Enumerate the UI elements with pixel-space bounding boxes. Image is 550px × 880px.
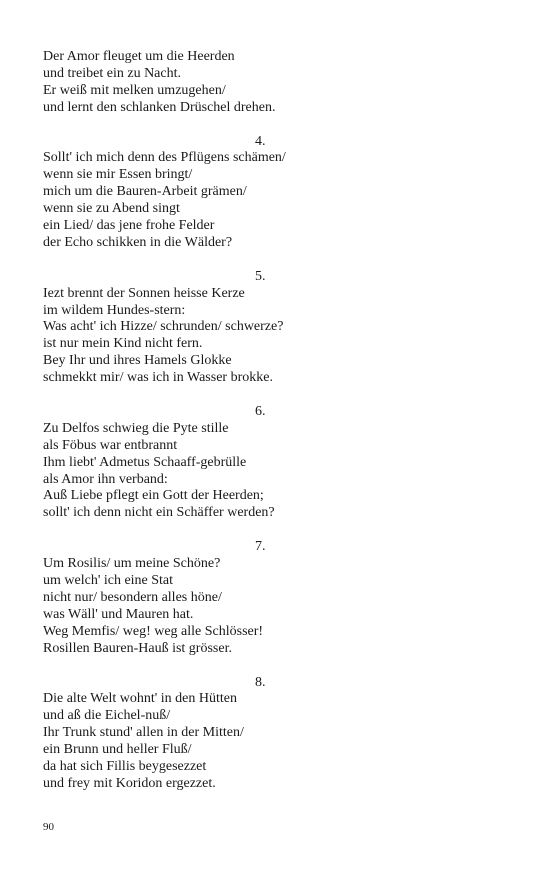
stanza-number: 6. bbox=[255, 404, 266, 420]
stanza-line: Auß Liebe pflegt ein Gott der Heerden; bbox=[43, 488, 264, 504]
page-number: 90 bbox=[43, 821, 54, 833]
stanza-line: der Echo schikken in die Wälder? bbox=[43, 234, 233, 250]
stanza-number: 8. bbox=[255, 674, 266, 690]
stanza-4 bbox=[43, 134, 513, 252]
stanza-line: als Amor ihn verband: bbox=[43, 471, 168, 487]
stanza-line: und treibet ein zu Nacht. bbox=[43, 65, 182, 81]
stanza-line: nicht nur/ besondern alles höne/ bbox=[43, 589, 222, 605]
stanza-line: ist nur mein Kind nicht fern. bbox=[43, 336, 203, 352]
stanza-8 bbox=[43, 675, 513, 793]
stanza-3-continuation bbox=[43, 49, 513, 117]
stanza-line: Zu Delfos schwieg die Pyte stille bbox=[43, 420, 229, 436]
stanza-line: ein Brunn und heller Fluß/ bbox=[43, 742, 192, 758]
stanza-line: Die alte Welt wohnt' in den Hütten bbox=[43, 691, 237, 707]
stanza-line: Iezt brennt der Sonnen heisse Kerze bbox=[43, 285, 245, 301]
stanza-line: da hat sich Fillis beygesezzet bbox=[43, 758, 207, 774]
stanza-line: Um Rosilis/ um meine Schöne? bbox=[43, 556, 221, 572]
stanza-line: als Föbus war entbrannt bbox=[43, 437, 178, 453]
stanza-line: Ihr Trunk stund' allen in der Mitten/ bbox=[43, 725, 244, 741]
stanza-line: wenn sie zu Abend singt bbox=[43, 201, 180, 217]
stanza-line: was Wäll' und Mauren hat. bbox=[43, 606, 194, 622]
stanza-line: Bey Ihr und ihres Hamels Glokke bbox=[43, 353, 232, 369]
stanza-line: im wildem Hundes-stern: bbox=[43, 302, 186, 318]
stanza-number: 5. bbox=[255, 268, 266, 284]
stanza-number: 7. bbox=[255, 539, 266, 555]
stanza-line: und lernt den schlanken Drüschel drehen. bbox=[43, 99, 276, 115]
poem-page bbox=[43, 49, 513, 810]
stanza-6 bbox=[43, 404, 513, 522]
stanza-line: schmekkt mir/ was ich in Wasser brokke. bbox=[43, 370, 273, 386]
stanza-line: Rosillen Bauren-Hauß ist grösser. bbox=[43, 640, 232, 656]
stanza-line: wenn sie mir Essen bringt/ bbox=[43, 167, 193, 183]
stanza-line: und frey mit Koridon ergezzet. bbox=[43, 775, 216, 791]
stanza-line: mich um die Bauren-Arbeit grämen/ bbox=[43, 184, 247, 200]
stanza-line: und aß die Eichel-nuß/ bbox=[43, 708, 171, 724]
stanza-line: Der Amor fleuget um die Heerden bbox=[43, 49, 235, 64]
stanza-line: Er weiß mit melken umzugehen/ bbox=[43, 82, 226, 98]
stanza-number: 4. bbox=[255, 133, 266, 149]
stanza-line: Ihm liebt' Admetus Schaaff-gebrülle bbox=[43, 454, 247, 470]
stanza-line: Sollt' ich mich denn des Pflügens schämen/ bbox=[43, 150, 286, 166]
stanza-line: Weg Memfis/ weg! weg alle Schlösser! bbox=[43, 623, 264, 639]
stanza-line: um welch' ich eine Stat bbox=[43, 573, 174, 589]
stanza-5 bbox=[43, 269, 513, 387]
stanza-line: ein Lied/ das jene frohe Felder bbox=[43, 218, 215, 234]
stanza-line: sollt' ich denn nicht ein Schäffer werden? bbox=[43, 505, 275, 521]
stanza-7 bbox=[43, 539, 513, 657]
stanza-line: Was acht' ich Hizze/ schrunden/ schwerze? bbox=[43, 319, 284, 335]
